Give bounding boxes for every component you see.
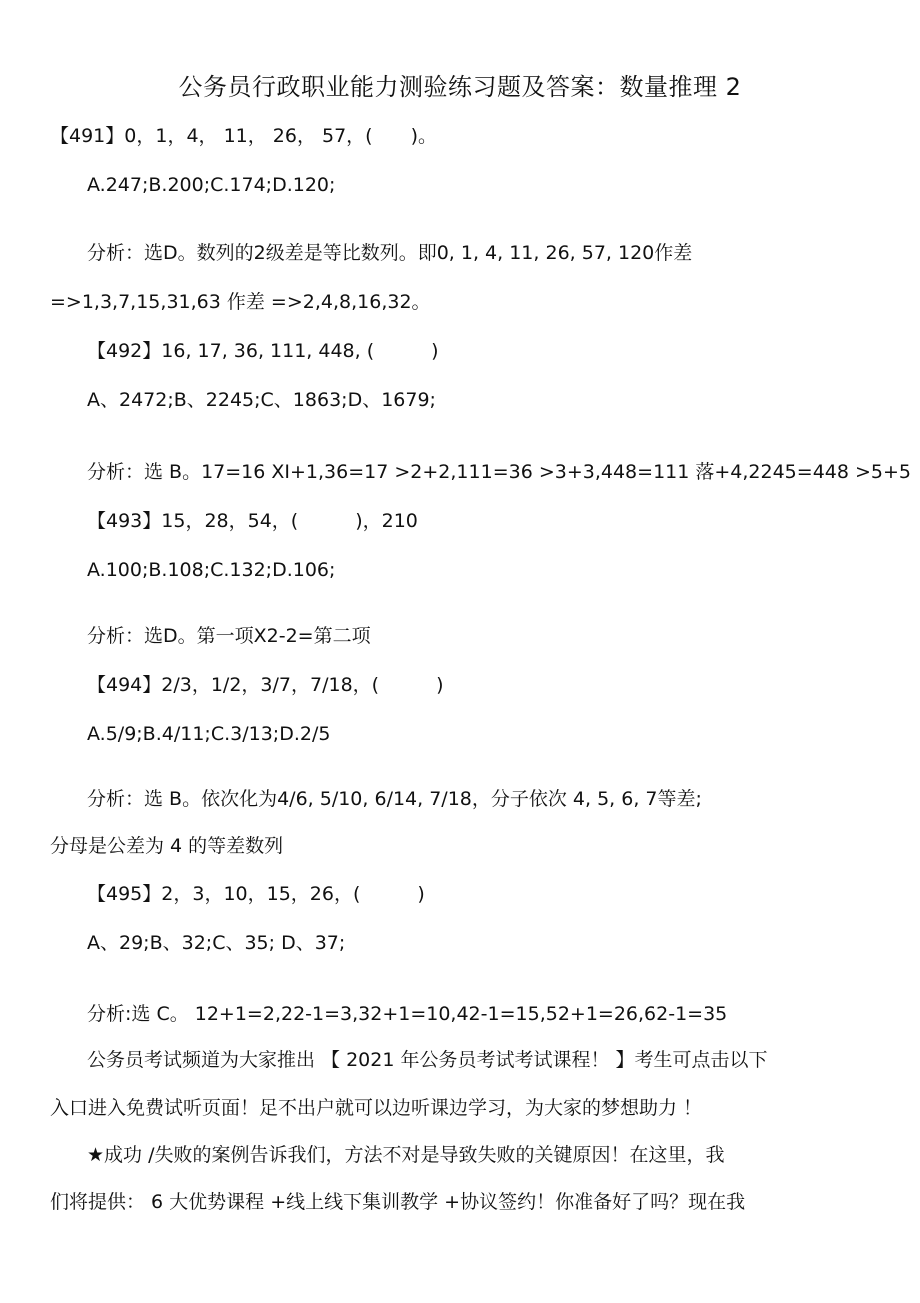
analysis-494-line2: 分母是公差为 4 的等差数列 [50,835,284,857]
options-493: A.100;B.108;C.132;D.106; [87,559,336,581]
question-492: 【492】16, 17, 36, 111, 448, ( ) [87,340,439,362]
promo-line-1: 公务员考试频道为大家推出 【 2021 年公务员考试考试课程！ 】考生可点击以下 [87,1049,768,1071]
page-title: 公务员行政职业能力测验练习题及答案：数量推理 2 [178,73,742,101]
promo-line-3: ★成功 /失败的案例告诉我们，方法不对是导致失败的关键原因！在这里，我 [87,1144,725,1166]
analysis-493: 分析：选D。第一项X2-2=第二项 [87,625,371,647]
analysis-492: 分析：选 B。17=16 XI+1,36=17 >2+2,111=36 >3+3,448=111 落+4,2245=448 >5+5 [87,461,912,483]
options-494: A.5/9;B.4/11;C.3/13;D.2/5 [87,723,331,745]
question-494: 【494】2/3，1/2，3/7，7/18，( ) [87,674,444,696]
analysis-494-line1: 分析：选 B。依次化为4/6, 5/10, 6/14, 7/18，分子依次 4, 5, 6, 7等差; [87,788,702,810]
analysis-495: 分析:选 C。 12+1=2,22-1=3,32+1=10,42-1=15,52+1=26,62-1=35 [87,1003,728,1025]
question-495: 【495】2，3，10，15，26，( ) [87,883,425,905]
options-492: A、2472;B、2245;C、1863;D、1679; [87,389,436,411]
analysis-491-line1: 分析：选D。数列的2级差是等比数列。即0, 1, 4, 11, 26, 57, 120作差 [87,242,693,264]
options-491: A.247;B.200;C.174;D.120; [87,174,336,196]
options-495: A、29;B、32;C、35; D、37; [87,932,346,954]
question-493: 【493】15，28，54，( )，210 [87,510,418,532]
analysis-491-line2: =>1,3,7,15,31,63 作差 =>2,4,8,16,32。 [50,291,431,313]
question-491: 【491】0，1，4， 11， 26， 57，( )。 [50,125,438,147]
promo-line-2: 入口进入免费试听页面！足不出户就可以边听课边学习，为大家的梦想助力 ！ [50,1097,703,1119]
promo-line-4: 们将提供： 6 大优势课程 +线上线下集训教学 +协议签约！你准备好了吗？现在我 [50,1191,746,1213]
